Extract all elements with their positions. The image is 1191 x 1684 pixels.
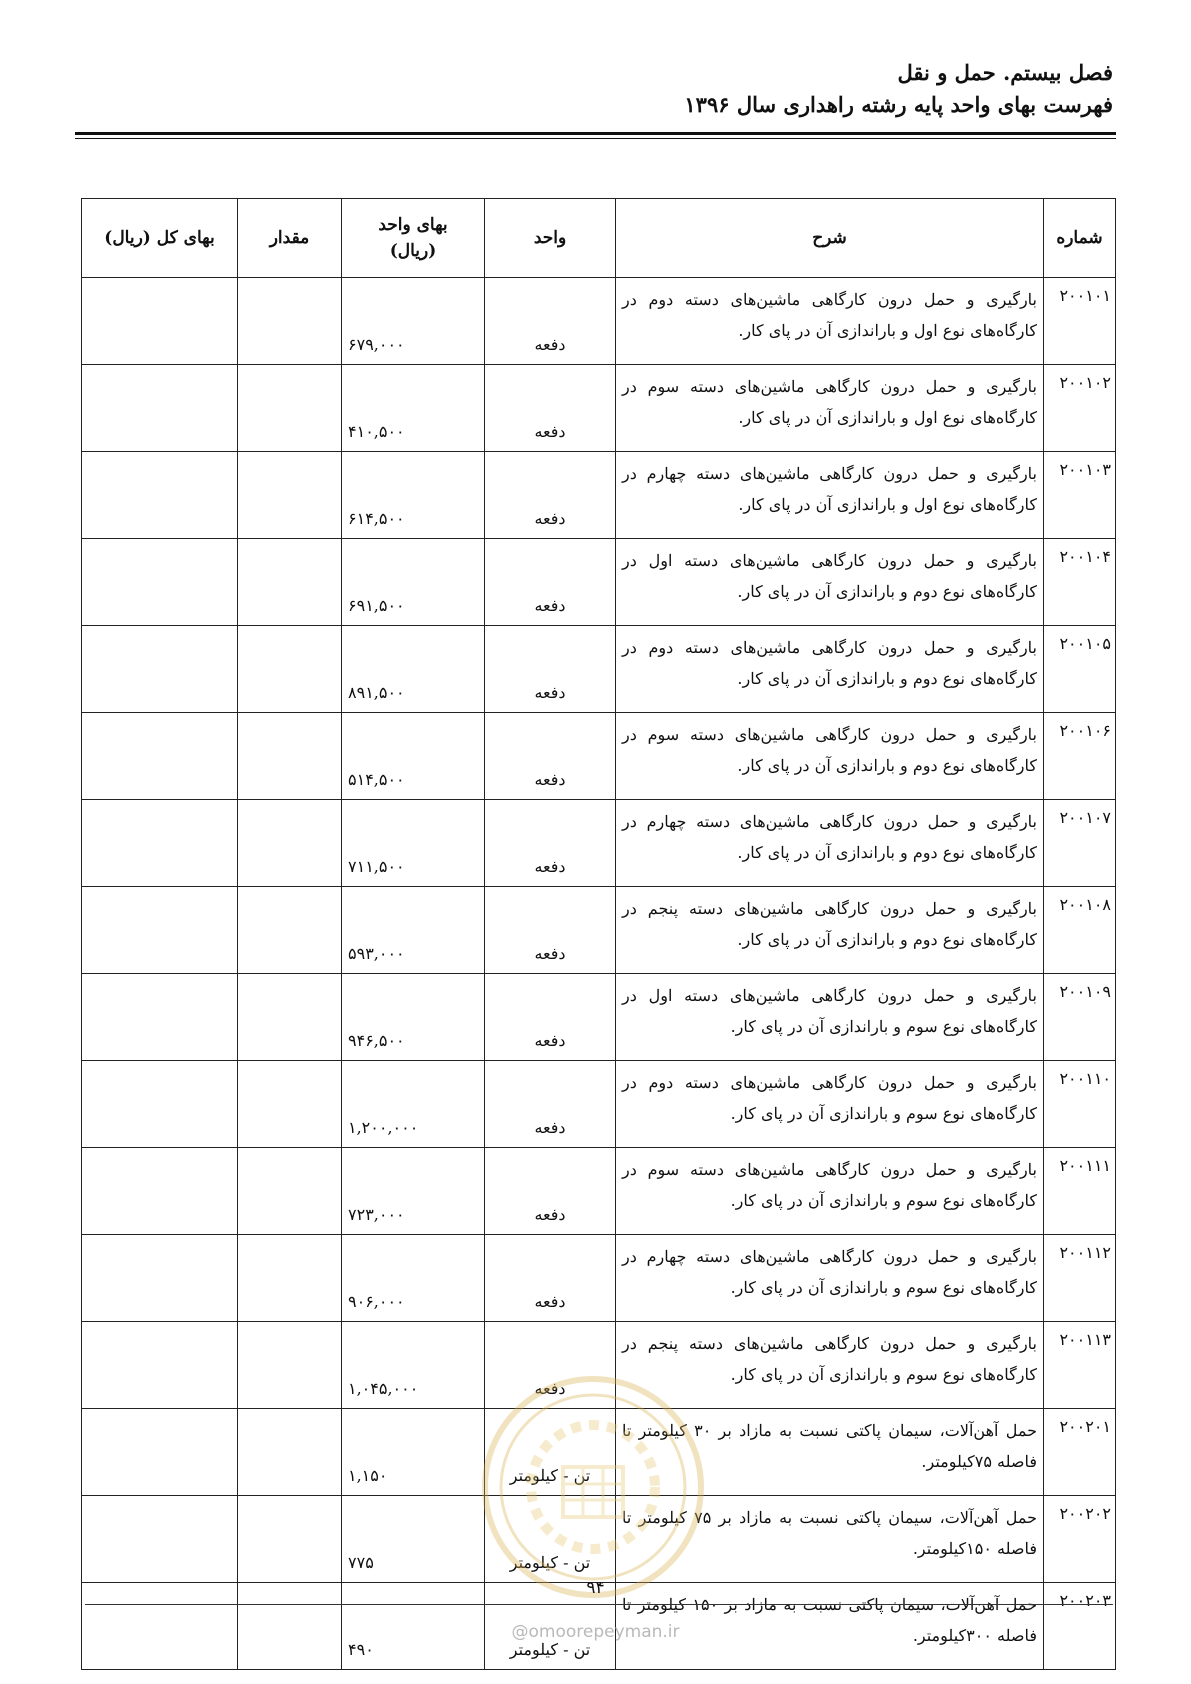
- header-rule-thin: [75, 138, 1116, 139]
- row-code: ۲۰۰۱۰۱: [1044, 278, 1116, 365]
- row-description: بارگیری و حمل درون کارگاهی ماشین‌های دسته چهارم در کارگاه‌های نوع دوم و باراندازی آن در پای کار.: [616, 800, 1044, 887]
- row-quantity: [238, 800, 342, 887]
- row-code: ۲۰۰۱۰۹: [1044, 974, 1116, 1061]
- row-quantity: [238, 887, 342, 974]
- table-header-row: [82, 199, 1116, 278]
- table-row: [82, 452, 1116, 539]
- row-code: ۲۰۰۱۱۳: [1044, 1322, 1116, 1409]
- row-total: [82, 887, 238, 974]
- row-total: [82, 1235, 238, 1322]
- row-total: [82, 539, 238, 626]
- row-code: ۲۰۰۱۱۱: [1044, 1148, 1116, 1235]
- row-code: ۲۰۰۲۰۱: [1044, 1409, 1116, 1496]
- row-description: حمل آهن‌آلات، سیمان پاکتی نسبت به مازاد بر ۳۰ کیلومتر تا فاصله ۷۵کیلومتر.: [616, 1409, 1044, 1496]
- row-unit: دفعه: [485, 713, 616, 800]
- row-total: [82, 800, 238, 887]
- row-unit-price: ۵۱۴,۵۰۰: [342, 713, 485, 800]
- row-description: بارگیری و حمل درون کارگاهی ماشین‌های دسته اول در کارگاه‌های نوع دوم و باراندازی آن در پای کار.: [616, 539, 1044, 626]
- row-unit-price: ۶۱۴,۵۰۰: [342, 452, 485, 539]
- row-quantity: [238, 1061, 342, 1148]
- column-header-unit-price: [342, 199, 485, 278]
- row-unit-price: ۶۷۹,۰۰۰: [342, 278, 485, 365]
- row-unit-price: ۹۰۶,۰۰۰: [342, 1235, 485, 1322]
- table-body: [82, 278, 1116, 1670]
- row-unit: تن - کیلومتر: [485, 1496, 616, 1583]
- row-code: ۲۰۰۱۰۷: [1044, 800, 1116, 887]
- table-row: [82, 713, 1116, 800]
- row-code: ۲۰۰۱۰۲: [1044, 365, 1116, 452]
- table-row: [82, 1496, 1116, 1583]
- row-quantity: [238, 1235, 342, 1322]
- table-row: [82, 365, 1116, 452]
- table-row: [82, 974, 1116, 1061]
- table-row: [82, 1235, 1116, 1322]
- row-unit: دفعه: [485, 1061, 616, 1148]
- row-code: ۲۰۰۱۰۵: [1044, 626, 1116, 713]
- row-code: ۲۰۰۱۰۴: [1044, 539, 1116, 626]
- row-quantity: [238, 1496, 342, 1583]
- unit-price-label: بهای واحد: [378, 215, 448, 235]
- row-code: ۲۰۰۲۰۳: [1044, 1583, 1116, 1670]
- row-unit-price: ۱,۲۰۰,۰۰۰: [342, 1061, 485, 1148]
- row-code: ۲۰۰۲۰۲: [1044, 1496, 1116, 1583]
- row-unit-price: ۷۱۱,۵۰۰: [342, 800, 485, 887]
- row-description: بارگیری و حمل درون کارگاهی ماشین‌های دسته دوم در کارگاه‌های نوع اول و باراندازی آن در پای کار.: [616, 278, 1044, 365]
- watermark-text: @omoorepeyman.ir: [511, 1622, 680, 1642]
- row-total: [82, 1322, 238, 1409]
- column-header-description: شرح: [616, 199, 1044, 278]
- header-rule-thick: [75, 132, 1116, 135]
- row-description: بارگیری و حمل درون کارگاهی ماشین‌های دسته پنجم در کارگاه‌های نوع دوم و باراندازی آن در پای کار.: [616, 887, 1044, 974]
- chapter-title: فصل بیستم. حمل و نقل: [897, 60, 1113, 85]
- table-row: [82, 278, 1116, 365]
- row-description: بارگیری و حمل درون کارگاهی ماشین‌های دسته اول در کارگاه‌های نوع سوم و باراندازی آن در پای کار.: [616, 974, 1044, 1061]
- row-unit: دفعه: [485, 974, 616, 1061]
- row-total: [82, 1409, 238, 1496]
- row-quantity: [238, 278, 342, 365]
- row-quantity: [238, 1322, 342, 1409]
- row-unit: دفعه: [485, 1322, 616, 1409]
- table-row: [82, 539, 1116, 626]
- row-unit-price: ۷۷۵: [342, 1496, 485, 1583]
- unit-price-currency: (ریال): [389, 241, 437, 261]
- row-description: بارگیری و حمل درون کارگاهی ماشین‌های دسته چهارم در کارگاه‌های نوع سوم و باراندازی آن در پای کار.: [616, 1235, 1044, 1322]
- row-total: [82, 713, 238, 800]
- row-total: [82, 1061, 238, 1148]
- row-quantity: [238, 452, 342, 539]
- price-list-table: [81, 198, 1116, 1670]
- row-unit: دفعه: [485, 539, 616, 626]
- row-total: [82, 278, 238, 365]
- row-unit-price: ۹۴۶,۵۰۰: [342, 974, 485, 1061]
- table-row: [82, 1148, 1116, 1235]
- row-quantity: [238, 539, 342, 626]
- row-unit: دفعه: [485, 278, 616, 365]
- column-header-unit: واحد: [485, 199, 616, 278]
- row-total: [82, 1496, 238, 1583]
- row-quantity: [238, 1148, 342, 1235]
- row-unit: دفعه: [485, 800, 616, 887]
- footer-rule: [85, 1604, 1113, 1605]
- row-quantity: [238, 974, 342, 1061]
- row-unit-price: ۵۹۳,۰۰۰: [342, 887, 485, 974]
- row-unit-price: ۶۹۱,۵۰۰: [342, 539, 485, 626]
- column-header-quantity: مقدار: [238, 199, 342, 278]
- row-total: [82, 974, 238, 1061]
- row-unit-price: ۱,۰۴۵,۰۰۰: [342, 1322, 485, 1409]
- row-quantity: [238, 626, 342, 713]
- row-description: بارگیری و حمل درون کارگاهی ماشین‌های دسته دوم در کارگاه‌های نوع سوم و باراندازی آن در پای کار.: [616, 1061, 1044, 1148]
- row-unit: دفعه: [485, 1148, 616, 1235]
- row-description: حمل آهن‌آلات، سیمان پاکتی نسبت به مازاد بر ۱۵۰ کیلومتر تا فاصله ۳۰۰کیلومتر.: [616, 1583, 1044, 1670]
- row-total: [82, 365, 238, 452]
- row-description: بارگیری و حمل درون کارگاهی ماشین‌های دسته سوم در کارگاه‌های نوع دوم و باراندازی آن در پای کار.: [616, 713, 1044, 800]
- table-row: [82, 1061, 1116, 1148]
- row-total: [82, 626, 238, 713]
- row-total: [82, 452, 238, 539]
- row-quantity: [238, 713, 342, 800]
- row-unit: دفعه: [485, 626, 616, 713]
- row-quantity: [238, 365, 342, 452]
- row-code: ۲۰۰۱۱۲: [1044, 1235, 1116, 1322]
- table-row: [82, 1409, 1116, 1496]
- row-description: بارگیری و حمل درون کارگاهی ماشین‌های دسته دوم در کارگاه‌های نوع دوم و باراندازی آن در پای کار.: [616, 626, 1044, 713]
- row-unit: دفعه: [485, 1235, 616, 1322]
- row-code: ۲۰۰۱۰۶: [1044, 713, 1116, 800]
- row-code: ۲۰۰۱۱۰: [1044, 1061, 1116, 1148]
- row-description: بارگیری و حمل درون کارگاهی ماشین‌های دسته سوم در کارگاه‌های نوع سوم و باراندازی آن در پای کار.: [616, 1148, 1044, 1235]
- row-description: حمل آهن‌آلات، سیمان پاکتی نسبت به مازاد بر ۷۵ کیلومتر تا فاصله ۱۵۰کیلومتر.: [616, 1496, 1044, 1583]
- row-unit-price: ۴۹۰: [342, 1583, 485, 1670]
- document-subtitle: فهرست بهای واحد پایه رشته راهداری سال ۱۳۹۶: [684, 92, 1113, 117]
- row-unit-price: ۸۹۱,۵۰۰: [342, 626, 485, 713]
- table-row: [82, 626, 1116, 713]
- table-row: [82, 800, 1116, 887]
- table-row: [82, 887, 1116, 974]
- row-description: بارگیری و حمل درون کارگاهی ماشین‌های دسته پنجم در کارگاه‌های نوع سوم و باراندازی آن در پای کار.: [616, 1322, 1044, 1409]
- row-unit: دفعه: [485, 887, 616, 974]
- page-number: ۹۴: [586, 1578, 605, 1598]
- row-code: ۲۰۰۱۰۸: [1044, 887, 1116, 974]
- row-unit: تن - کیلومتر: [485, 1583, 616, 1670]
- row-code: ۲۰۰۱۰۳: [1044, 452, 1116, 539]
- row-unit-price: ۷۲۳,۰۰۰: [342, 1148, 485, 1235]
- column-header-total: بهای کل (ریال): [82, 199, 238, 278]
- row-unit: تن - کیلومتر: [485, 1409, 616, 1496]
- row-unit-price: ۱,۱۵۰: [342, 1409, 485, 1496]
- table-row: [82, 1322, 1116, 1409]
- row-unit: دفعه: [485, 365, 616, 452]
- row-quantity: [238, 1409, 342, 1496]
- row-unit: دفعه: [485, 452, 616, 539]
- column-header-code: شماره: [1044, 199, 1116, 278]
- row-unit-price: ۴۱۰,۵۰۰: [342, 365, 485, 452]
- row-description: بارگیری و حمل درون کارگاهی ماشین‌های دسته سوم در کارگاه‌های نوع اول و باراندازی آن در پای کار.: [616, 365, 1044, 452]
- page-header: [75, 58, 1113, 120]
- row-description: بارگیری و حمل درون کارگاهی ماشین‌های دسته چهارم در کارگاه‌های نوع اول و باراندازی آن در پای کار.: [616, 452, 1044, 539]
- row-total: [82, 1148, 238, 1235]
